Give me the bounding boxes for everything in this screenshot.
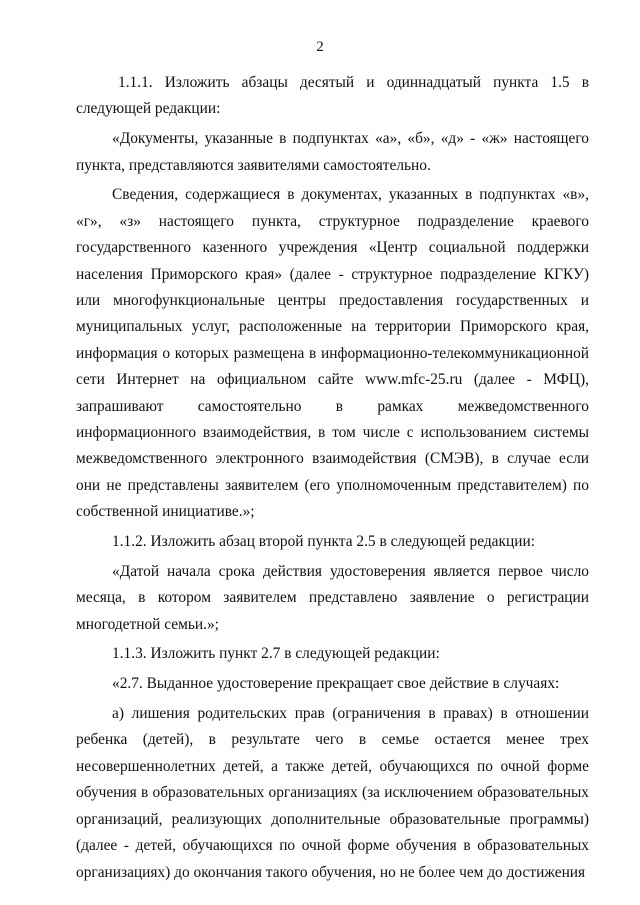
paragraph-2-7: «2.7. Выданное удостоверение прекращает свое действие в случаях: bbox=[112, 675, 560, 693]
paragraph-1-1-3: 1.1.3. Изложить пункт 2.7 в следующей редакции: bbox=[112, 645, 440, 663]
paragraph-item-a: а) лишения родительских прав (ограничения в правах) в отношении ребенка (детей), в результате чего в семье остается менее трех несовершеннолетних детей, а также детей, обучающихся по очной форме обучения в образовательных организациях (за исключением образовательных организаций, реализующих дополнительные образовательные программы) (далее - детей, обучающихся по очной форме обучения в образовательных организациях) до окончания такого обучения, но не более чем до достижения bbox=[76, 705, 589, 881]
paragraph-validity-date: «Датой начала срока действия удостоверения является первое число месяца, в котором заявителем представлено заявление о регистрации многодетной семьи.»; bbox=[76, 562, 589, 633]
paragraph-documents-quote: «Документы, указанные в подпунктах «а», «б», «д» - «ж» настоящего пункта, представляются заявителями самостоятельно. bbox=[76, 130, 589, 174]
paragraph-information-sources: Сведения, содержащиеся в документах, указанных в подпунктах «в», «г», «з» настоящего пункта, структурное подразделение краевого государственного казенного учреждения «Центр социальной поддержки населения Приморского края» (далее - структурное подразделение КГКУ) или многофункциональные центры предоставления государственных и муниципальных услуг, расположенные на территории Приморского края, информация о которых размещена в информационно-телекоммуникационной сети Интернет на официальном сайте www.mfc-25.ru (далее - МФЦ), запрашивают самостоятельно в рамках межведомственного информационного взаимодействия, в том числе с использованием системы межведомственного электронного взаимодействия (СМЭВ), в случае если они не представлены заявителем (его уполномоченным представителем) по собственной инициативе.»; bbox=[76, 186, 589, 521]
paragraph-1-1-1: 1.1.1. Изложить абзацы десятый и одиннадцатый пункта 1.5 в следующей редакции: bbox=[76, 74, 589, 118]
page-number: 2 bbox=[316, 39, 324, 55]
paragraph-1-1-2: 1.1.2. Изложить абзац второй пункта 2.5 в следующей редакции: bbox=[112, 533, 535, 551]
document-body bbox=[76, 70, 589, 889]
